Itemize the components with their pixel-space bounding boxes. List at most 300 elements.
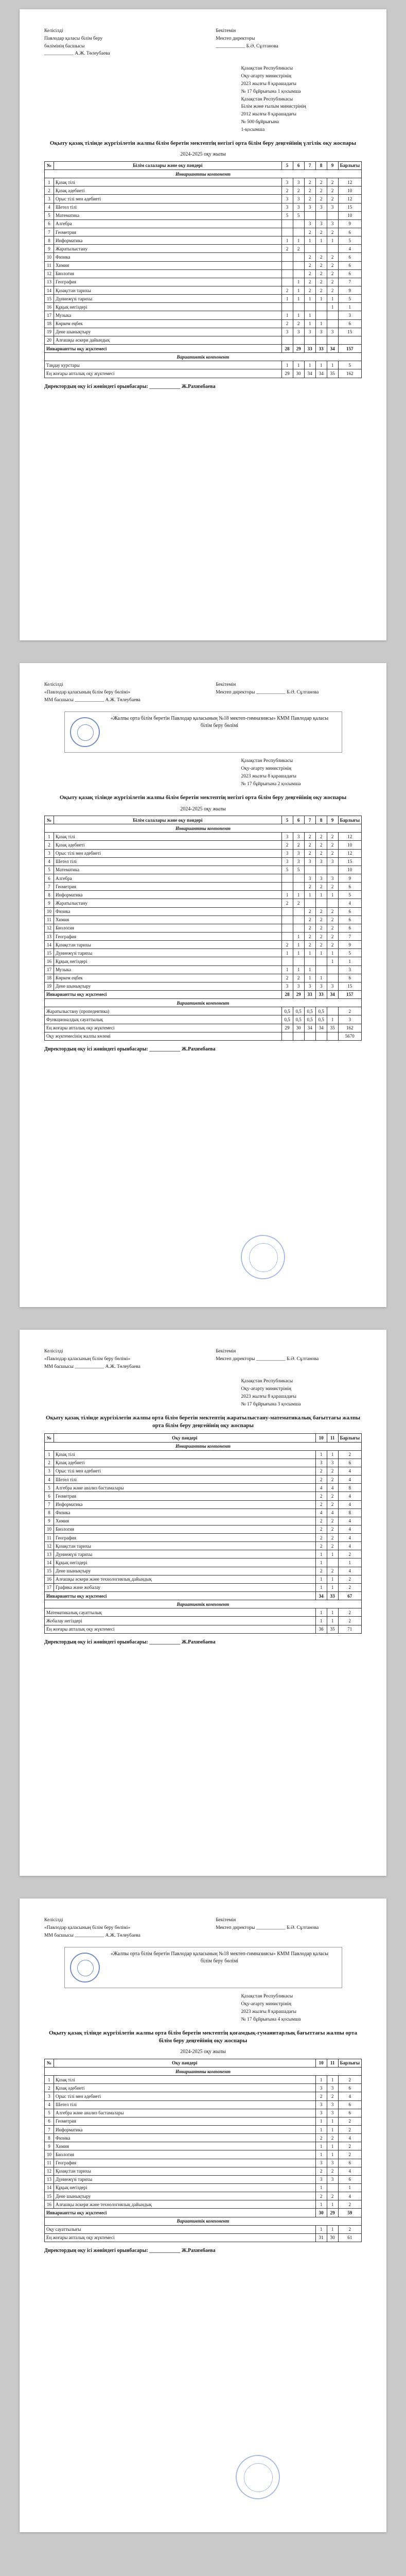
- table-cell: 5: [338, 361, 361, 369]
- signature-line: Директордың оқу ісі жөніндегі орынбасары: ____________ Ж.Рахимбаева: [44, 2247, 216, 2253]
- header-right: [216, 1917, 362, 1940]
- table-cell: 33: [327, 1592, 338, 1600]
- table-row: [45, 1484, 362, 1492]
- letterhead-text: «Жалпы орта білім беретін Павлодар қаласының №18 мектеп-гимназиясы» КММ Павлодар қаласы білім беру бөлімі: [110, 716, 329, 728]
- table-cell: 1: [293, 278, 304, 286]
- table-cell: 13: [45, 278, 54, 286]
- table-cell: 1: [315, 361, 327, 369]
- column-header: 7: [304, 161, 315, 170]
- column-header: 9: [327, 161, 338, 170]
- table-cell: Алғашқы әскери дайындық: [54, 336, 282, 344]
- stamp-icon: [241, 1235, 285, 1279]
- table-cell: 2: [327, 195, 338, 203]
- table-cell: 1: [304, 965, 315, 974]
- page-4: [20, 1899, 386, 2532]
- table-cell: 12: [338, 178, 361, 187]
- table-cell: 12: [45, 2167, 54, 2175]
- table-cell: 2: [338, 2142, 361, 2150]
- table-cell: [281, 303, 293, 311]
- table-cell: 2: [315, 2192, 327, 2200]
- table-cell: 30: [315, 2209, 327, 2217]
- table-cell: 29: [293, 990, 304, 998]
- table-cell: 2: [315, 933, 327, 941]
- school-emblem-icon: [70, 717, 100, 747]
- curriculum-table: [44, 1433, 362, 1633]
- table-cell: 2: [327, 916, 338, 924]
- column-header: Оқу пәндері: [54, 1434, 316, 1442]
- table-cell: 4: [338, 2192, 361, 2200]
- table-cell: 13: [45, 1550, 54, 1558]
- table-cell: 4: [315, 1509, 327, 1517]
- table-cell: Шетел тілі: [54, 857, 282, 866]
- table-cell: Оқу жүктемесінің жалпы көлемі: [45, 1032, 282, 1040]
- table-row: [45, 1015, 362, 1024]
- table-cell: 17: [45, 965, 54, 974]
- table-cell: Физика: [54, 253, 282, 261]
- header-line: Қазақстан Республикасы: [241, 96, 293, 102]
- table-cell: 10: [45, 1525, 54, 1533]
- table-cell: 1: [293, 361, 304, 369]
- header-line: 2023 жылғы 8 қарашадағы: [241, 1394, 297, 1400]
- table-cell: 3: [315, 2100, 327, 2109]
- table-cell: 1: [281, 361, 293, 369]
- table-cell: 2: [315, 187, 327, 195]
- section-row: [45, 353, 362, 361]
- table-cell: [315, 965, 327, 974]
- table-cell: Дене шынықтыру: [54, 328, 282, 336]
- table-cell: 1: [327, 949, 338, 957]
- table-cell: 3: [293, 833, 304, 841]
- table-cell: 1: [327, 303, 338, 311]
- table-row: [45, 1500, 362, 1509]
- table-row: [45, 833, 362, 841]
- column-header: Барлығы: [338, 816, 361, 824]
- table-cell: 29: [281, 369, 293, 378]
- table-cell: 2: [304, 841, 315, 849]
- table-cell: 9: [338, 219, 361, 228]
- column-header: 6: [293, 816, 304, 824]
- table-cell: 1: [327, 2117, 338, 2125]
- table-cell: 2: [315, 286, 327, 295]
- table-cell: 2: [327, 849, 338, 857]
- table-cell: 6: [338, 253, 361, 261]
- table-cell: [281, 261, 293, 269]
- table-cell: 3: [293, 857, 304, 866]
- header-line: Бекітемін: [216, 1349, 236, 1354]
- table-cell: Инвариантты оқу жүктемесі: [45, 2209, 316, 2217]
- section-row: [45, 2067, 362, 2076]
- approval-block: [241, 1378, 362, 1408]
- table-cell: [315, 957, 327, 965]
- table-cell: 3: [281, 195, 293, 203]
- table-cell: Қазақ тілі: [54, 178, 282, 187]
- table-cell: 2: [293, 319, 304, 328]
- table-cell: 2: [338, 2150, 361, 2159]
- table-cell: 6: [45, 219, 54, 228]
- table-cell: 1: [315, 891, 327, 899]
- table-cell: 2: [327, 2192, 338, 2200]
- document-subtitle: 2024-2025 оқу жылы: [180, 151, 226, 158]
- table-cell: [327, 1007, 338, 1015]
- table-cell: Шетел тілі: [54, 2100, 316, 2109]
- table-cell: 5: [281, 211, 293, 219]
- table-cell: Қазақ әдебиеті: [54, 841, 282, 849]
- page-1: [20, 9, 386, 640]
- table-cell: 1: [293, 933, 304, 941]
- table-cell: 12: [338, 833, 361, 841]
- table-cell: 11: [45, 916, 54, 924]
- table-cell: 2: [327, 269, 338, 278]
- header-line: Білім және ғылым министрінің: [241, 104, 306, 110]
- table-row: [45, 866, 362, 874]
- table-cell: 1: [327, 2126, 338, 2134]
- table-cell: 2: [327, 2092, 338, 2100]
- table-row: [45, 211, 362, 219]
- table-cell: Химия: [54, 261, 282, 269]
- table-cell: [281, 336, 293, 344]
- table-cell: 2: [327, 1567, 338, 1575]
- table-cell: 19: [45, 982, 54, 990]
- document-title: Оқыту қазақ тілінде жүргізілетін жалпы білім беретін мектептің негізгі орта білім беру деңгейінің үлгілік оқу жоспары: [49, 140, 357, 146]
- table-cell: 2: [327, 1492, 338, 1500]
- table-cell: 1: [315, 2117, 327, 2125]
- table-cell: 14: [45, 286, 54, 295]
- school-emblem-icon: [70, 1953, 100, 1982]
- table-row: [45, 857, 362, 866]
- header-line: Қазақстан Республикасы: [241, 758, 293, 764]
- curriculum-table: [44, 816, 362, 1041]
- table-cell: Инвариантты оқу жүктемесі: [45, 345, 282, 353]
- table-cell: 2: [304, 195, 315, 203]
- header-line: Мектеп директоры ____________ Б.Ә. Сұлтанова: [216, 1925, 319, 1930]
- table-cell: Информатика: [54, 2126, 316, 2134]
- table-cell: Ең жоғары апталық оқу жүктемесі: [45, 1024, 282, 1032]
- table-cell: 30: [293, 369, 304, 378]
- table-cell: 16: [45, 957, 54, 965]
- table-row: [45, 1007, 362, 1015]
- table-cell: 3: [304, 982, 315, 990]
- table-cell: 1: [315, 2126, 327, 2134]
- table-cell: 1: [327, 1617, 338, 1625]
- table-cell: 1: [315, 2183, 327, 2192]
- table-cell: 2: [45, 1459, 54, 1467]
- table-cell: [281, 907, 293, 916]
- header-line: «Павлодар қаласының білім беру бөлімі»: [44, 689, 131, 695]
- table-cell: 6: [338, 261, 361, 269]
- table-cell: 5: [338, 236, 361, 245]
- table-cell: 1: [315, 236, 327, 245]
- table-cell: 2: [327, 883, 338, 891]
- table-cell: 3: [281, 328, 293, 336]
- table-cell: [327, 965, 338, 974]
- table-cell: 3: [281, 982, 293, 990]
- table-cell: 0,5: [315, 1007, 327, 1015]
- table-cell: 2: [304, 883, 315, 891]
- table-cell: 6: [338, 883, 361, 891]
- table-cell: Инвариантты компонент: [45, 1442, 362, 1450]
- table-cell: 3: [327, 2109, 338, 2117]
- table-cell: 3: [304, 328, 315, 336]
- table-cell: [293, 269, 304, 278]
- table-cell: 3: [315, 1459, 327, 1467]
- table-cell: Вариативтік компонент: [45, 999, 362, 1007]
- table-cell: 1: [315, 2200, 327, 2209]
- table-row: [45, 2192, 362, 2200]
- table-cell: Инвариантты компонент: [45, 2067, 362, 2076]
- table-cell: 2: [281, 899, 293, 907]
- table-cell: Дене шынықтыру: [54, 982, 282, 990]
- table-cell: 30: [327, 2233, 338, 2242]
- table-cell: 2: [315, 1517, 327, 1525]
- table-cell: 34: [315, 1024, 327, 1032]
- stamp-icon: [236, 2455, 280, 2499]
- table-cell: 35: [327, 1024, 338, 1032]
- table-cell: 15: [45, 1567, 54, 1575]
- table-cell: Физика: [54, 1509, 316, 1517]
- table-cell: 6: [338, 2100, 361, 2109]
- document-title: Оқыту қазақ тілінде жүргізілетін жалпы орта білім беретін мектептің жаратылыстану-математикалық бағыттағы жалпы орта білім беру деңгейінің оқу жоспары: [45, 1414, 361, 1429]
- table-cell: 6: [338, 2109, 361, 2117]
- header-line: 1-қосымша: [241, 127, 265, 132]
- table-cell: 1: [293, 236, 304, 245]
- table-cell: 1: [327, 1015, 338, 1024]
- table-cell: [281, 253, 293, 261]
- table-cell: 5: [45, 1484, 54, 1492]
- table-cell: 4: [338, 1467, 361, 1475]
- table-cell: 13: [45, 933, 54, 941]
- table-cell: 12: [338, 195, 361, 203]
- table-cell: Биология: [54, 1525, 316, 1533]
- table-row: [45, 2109, 362, 2117]
- header-line: Бекітемін: [216, 1918, 236, 1923]
- table-cell: 20: [45, 336, 54, 344]
- table-cell: 2: [327, 228, 338, 236]
- table-cell: 3: [293, 849, 304, 857]
- table-cell: 7: [45, 2126, 54, 2134]
- table-cell: 2: [327, 933, 338, 941]
- table-cell: [327, 1558, 338, 1567]
- table-cell: 1: [315, 1583, 327, 1591]
- document-subtitle: 2024-2025 оқу жылы: [180, 2049, 226, 2055]
- table-cell: 61: [338, 2233, 361, 2242]
- table-cell: 1: [315, 974, 327, 982]
- table-cell: 2: [327, 1467, 338, 1475]
- table-cell: 3: [338, 1015, 361, 1024]
- table-cell: 2: [327, 833, 338, 841]
- table-row: [45, 2100, 362, 2109]
- table-cell: 33: [315, 990, 327, 998]
- table-row: [45, 195, 362, 203]
- table-cell: [281, 269, 293, 278]
- table-cell: 71: [338, 1625, 361, 1633]
- table-cell: 1: [327, 957, 338, 965]
- table-cell: Инвариантты компонент: [45, 170, 362, 178]
- table-cell: [293, 303, 304, 311]
- table-cell: 5: [45, 2109, 54, 2117]
- signature-line: Директордың оқу ісі жөніндегі орынбасары: ____________ Ж.Рахимбаева: [44, 383, 216, 389]
- table-cell: 1: [293, 965, 304, 974]
- table-cell: 15: [45, 295, 54, 303]
- table-cell: 1: [45, 1450, 54, 1459]
- table-cell: 3: [327, 328, 338, 336]
- table-cell: [304, 866, 315, 874]
- table-cell: 1: [293, 311, 304, 319]
- table-cell: 1: [45, 2076, 54, 2084]
- table-cell: 10: [45, 253, 54, 261]
- table-row: [45, 2225, 362, 2233]
- table-row: [45, 2167, 362, 2175]
- column-header: 5: [281, 161, 293, 170]
- table-cell: Жобалау негіздері: [45, 1617, 316, 1625]
- total-row: [45, 2209, 362, 2217]
- table-cell: 2: [338, 1007, 361, 1015]
- table-cell: [293, 228, 304, 236]
- table-cell: 9: [45, 2142, 54, 2150]
- table-cell: 6: [45, 2117, 54, 2125]
- table-cell: 4: [327, 1484, 338, 1492]
- header-line: Бекітемін: [216, 28, 236, 33]
- table-cell: 1: [304, 361, 315, 369]
- table-cell: 2: [304, 278, 315, 286]
- table-cell: 3: [327, 874, 338, 883]
- table-cell: 8: [338, 1509, 361, 1517]
- school-letterhead: [64, 1947, 342, 1988]
- table-cell: 67: [338, 1592, 361, 1600]
- table-cell: [315, 245, 327, 253]
- table-row: [45, 1450, 362, 1459]
- table-row: [45, 253, 362, 261]
- table-cell: [327, 311, 338, 319]
- table-cell: Информатика: [54, 891, 282, 899]
- table-cell: 2: [281, 974, 293, 982]
- table-row: [45, 1542, 362, 1550]
- table-cell: 4: [338, 1534, 361, 1542]
- table-row: [45, 219, 362, 228]
- table-cell: 1: [327, 2150, 338, 2159]
- table-row: [45, 891, 362, 899]
- table-cell: [315, 311, 327, 319]
- table-cell: 33: [315, 345, 327, 353]
- table-cell: 1: [45, 178, 54, 187]
- table-cell: 5: [45, 211, 54, 219]
- table-cell: 3: [315, 203, 327, 211]
- table-row: [45, 1583, 362, 1591]
- table-cell: 35: [327, 1625, 338, 1633]
- table-cell: 17: [45, 1583, 54, 1591]
- table-row: [45, 1608, 362, 1617]
- header-line: Оқу-ағарту министрінің: [241, 766, 291, 772]
- table-cell: 2: [327, 907, 338, 916]
- table-cell: 11: [45, 261, 54, 269]
- table-cell: [281, 278, 293, 286]
- table-cell: 3: [281, 203, 293, 211]
- table-cell: 11: [45, 1534, 54, 1542]
- table-cell: 5: [293, 866, 304, 874]
- table-cell: 3: [304, 219, 315, 228]
- column-header: 10: [315, 2059, 327, 2067]
- table-row: [45, 1534, 362, 1542]
- section-row: [45, 999, 362, 1007]
- table-cell: 2: [327, 941, 338, 949]
- table-cell: 1: [304, 974, 315, 982]
- table-cell: Құқық негіздері: [54, 957, 282, 965]
- table-cell: 2: [327, 1517, 338, 1525]
- page-header: [44, 1917, 362, 1940]
- table-row: [45, 949, 362, 957]
- table-cell: 31: [315, 2233, 327, 2242]
- table-cell: 6: [338, 974, 361, 982]
- column-header: №: [45, 161, 54, 170]
- table-row: [45, 982, 362, 990]
- table-row: [45, 1492, 362, 1500]
- table-cell: 2: [315, 253, 327, 261]
- header-line: ____________ А.Ж. Төлеубаева: [44, 51, 110, 57]
- table-cell: 2: [315, 228, 327, 236]
- table-cell: [281, 219, 293, 228]
- table-cell: Информатика: [54, 1500, 316, 1509]
- column-header: Білім салалары және оқу пәндері: [54, 816, 282, 824]
- column-header: №: [45, 2059, 54, 2067]
- header-left: [44, 28, 190, 58]
- column-header: Барлығы: [338, 1434, 361, 1442]
- table-cell: 4: [338, 1525, 361, 1533]
- table-cell: [281, 874, 293, 883]
- table-row: [45, 965, 362, 974]
- table-cell: Алгебра: [54, 219, 282, 228]
- table-cell: 1: [315, 319, 327, 328]
- table-row: [45, 849, 362, 857]
- table-row: [45, 2134, 362, 2142]
- table-cell: [281, 924, 293, 932]
- table-cell: 2: [304, 833, 315, 841]
- table-cell: 2: [304, 286, 315, 295]
- table-cell: Қазақ тілі: [54, 2076, 316, 2084]
- table-row: [45, 924, 362, 932]
- table-cell: 3: [304, 874, 315, 883]
- letterhead-text: «Жалпы орта білім беретін Павлодар қаласының №18 мектеп-гимназиясы» КММ Павлодар қаласы білім беру бөлімі: [110, 1951, 329, 1964]
- table-cell: 4: [45, 857, 54, 866]
- header-line: Оқу-ағарту министрінің: [241, 2002, 291, 2007]
- table-cell: Биология: [54, 269, 282, 278]
- table-cell: 3: [315, 2175, 327, 2183]
- table-cell: 2: [315, 2134, 327, 2142]
- table-cell: 34: [304, 369, 315, 378]
- table-cell: 34: [315, 1592, 327, 1600]
- page-header: [44, 682, 362, 704]
- table-cell: 1: [338, 957, 361, 965]
- table-row: [45, 1617, 362, 1625]
- table-cell: 18: [45, 974, 54, 982]
- table-row: [45, 2150, 362, 2159]
- header-line: Қазақстан Республикасы: [241, 66, 293, 72]
- table-cell: 1: [281, 965, 293, 974]
- table-row: [45, 974, 362, 982]
- table-row: [45, 1509, 362, 1517]
- table-cell: [315, 211, 327, 219]
- table-cell: 33: [304, 345, 315, 353]
- table-cell: 2: [315, 2092, 327, 2100]
- table-cell: [315, 303, 327, 311]
- table-cell: 1: [338, 1558, 361, 1567]
- table-cell: Биология: [54, 924, 282, 932]
- table-row: [45, 916, 362, 924]
- table-cell: 1: [327, 1550, 338, 1558]
- table-row: [45, 261, 362, 269]
- document-title: Оқыту қазақ тілінде жүргізілетін жалпы орта білім беретін мектептің қоғамдық-гуманитарлық бағыттағы жалпы орта білім беру деңгейінің оқу жоспары: [48, 2029, 358, 2044]
- table-cell: Химия: [54, 916, 282, 924]
- table-cell: 2: [327, 178, 338, 187]
- table-cell: 34: [315, 369, 327, 378]
